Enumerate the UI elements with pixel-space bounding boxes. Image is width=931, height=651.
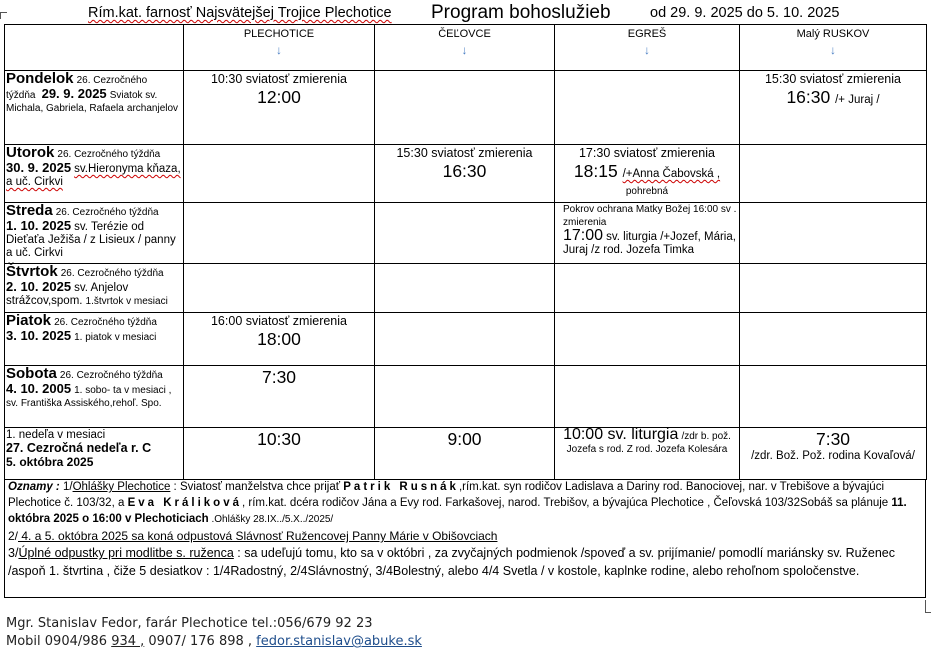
note-2: 2/ 4. a 5. októbra 2025 sa koná odpustová Slávnosť Ružencovej Panny Márie v Obišovciach: [8, 529, 498, 543]
empty-cell: [375, 366, 555, 428]
empty-cell: [555, 366, 740, 428]
event-tue-celovce: 15:30 sviatosť zmierenia 16:30: [375, 145, 555, 203]
corner-mark: [925, 600, 931, 613]
empty-cell: [555, 71, 740, 145]
col-header-egres: EGREŠ ↓: [555, 25, 740, 71]
note-3: 3/Úplné odpustky pri modlitbe s. ruženca : sa udeľujú tomu, kto sa v októbri , za zvyčajných podmienok /spoveď a sv. prijímanie/ pomodlí mariánsky sv. Ruženec /aspoň 1. štvrtina , čiže 5 desiatkov : 1/4Radostný, 2/4Slávnostný, 3/4Bolestný, alebo 4/4 Svetla / v kostole, kaplnke rodine, alebo rehoľnom spoločenstve.: [8, 546, 895, 578]
document-header: [0, 2, 931, 24]
pastor-line: Mgr. Stanislav Fedor, farár Plechotice tel.:056/679 92 23: [6, 616, 373, 631]
date-range: od 29. 9. 2025 do 5. 10. 2025: [650, 5, 840, 21]
contact-footer: [6, 615, 422, 651]
row-sunday: [5, 428, 927, 480]
empty-cell: [184, 145, 375, 203]
empty-cell: [740, 264, 927, 313]
empty-cell: [375, 313, 555, 366]
row-thursday: [5, 264, 927, 313]
arrow-down-icon: ↓: [644, 43, 650, 57]
empty-cell: [740, 366, 927, 428]
corner-cell: [5, 25, 184, 71]
event-sat-plechotice: 7:30: [184, 366, 375, 428]
event-fri-plechotice: 16:00 sviatosť zmierenia 18:00: [184, 313, 375, 366]
col-header-maly-ruskov: Malý RUSKOV ↓: [740, 25, 927, 71]
schedule-table: [4, 24, 927, 480]
empty-cell: [740, 203, 927, 264]
event-sun-ruskov: 7:30 /zdr. Bož. Pož. rodina Kovaľová/: [740, 428, 927, 480]
empty-cell: [375, 264, 555, 313]
day-cell-tuesday: Utorok 26. Cezročného týždňa 30. 9. 2025 sv.Hieronyma kňaza, a uč. Cirkvi: [5, 145, 184, 203]
col-header-plechotice: PLECHOTICE ↓: [184, 25, 375, 71]
header-row: [5, 25, 927, 71]
col-header-celovce: ČEĽOVCE ↓: [375, 25, 555, 71]
empty-cell: [555, 313, 740, 366]
empty-cell: [375, 203, 555, 264]
day-cell-friday: Piatok 26. Cezročného týždňa 3. 10. 2025 1. piatok v mesiaci: [5, 313, 184, 366]
note-1: Oznamy : 1/Ohlášky Plechotice : Sviatosť manželstva chce prijať Patrik Rusnák,rím.kat. syn rodičov Ladislava a Dariny rod. Banociovej, nar. v Trebišove a bývajúci Plechotice č. 103/32, a Eva Králiková, rím.kat. dcéra rodičov Jána a Evy rod. Farkašovej, narod. Trebišov, a bývajúca Plechotice , Čeľovská 103/32Sobáš sa plánuje 11. októbra 2025 o 16:00 v Plechoticiach .Ohlášky 28.IX../5.X../2025/: [8, 481, 907, 525]
event-sun-plechotice: 10:30: [184, 428, 375, 480]
empty-cell: [375, 71, 555, 145]
announcements: [4, 479, 926, 598]
event-sun-egres: 10:00 sv. liturgia /zdr b. pož. Jozefa s rod. Z rod. Jozefa Kolesára: [555, 428, 740, 480]
row-monday: [5, 71, 927, 145]
mobile-line: Mobil 0904/986 934 , 0907/ 176 898 , fedor.stanislav@abuke.sk: [6, 634, 422, 649]
day-cell-monday: Pondelok 26. Cezročného týždňa 29. 9. 2025 Sviatok sv. Michala, Gabriela, Rafaela archanjelov: [5, 71, 184, 145]
event-mon-ruskov: 15:30 sviatosť zmierenia 16:30 /+ Juraj /: [740, 71, 927, 145]
event-sun-celovce: 9:00: [375, 428, 555, 480]
empty-cell: [740, 145, 927, 203]
email-link[interactable]: fedor.stanislav@abuke.sk: [256, 634, 422, 649]
row-saturday: [5, 366, 927, 428]
day-cell-sunday: 1. nedeľa v mesiaci 27. Cezročná nedeľa r. C 5. októbra 2025: [5, 428, 184, 480]
arrow-down-icon: ↓: [830, 43, 836, 57]
parish-name: Rím.kat. farnosť Najsvätejšej Trojice Plechotice: [88, 5, 392, 21]
day-cell-wednesday: Streda 26. Cezročného týždňa 1. 10. 2025 sv. Terézie od Dieťaťa Ježiša / z Lisieux / panny a uč. Cirkvi: [5, 203, 184, 264]
day-cell-saturday: Sobota 26. Cezročného týždňa 4. 10. 2005 1. sobo- ta v mesiaci , sv. Františka Assiského,rehoľ. Spo.: [5, 366, 184, 428]
event-mon-plechotice: 10:30 sviatosť zmierenia 12:00: [184, 71, 375, 145]
arrow-down-icon: ↓: [276, 43, 282, 57]
event-tue-egres: 17:30 sviatosť zmierenia 18:15 /+Anna Čabovská , pohrebná: [555, 145, 740, 203]
empty-cell: [740, 313, 927, 366]
empty-cell: [184, 264, 375, 313]
row-tuesday: [5, 145, 927, 203]
corner-mark: [0, 12, 7, 19]
empty-cell: [555, 264, 740, 313]
row-wednesday: [5, 203, 927, 264]
day-cell-thursday: Štvrtok 26. Cezročného týždňa 2. 10. 2025 sv. Anjelov strážcov,spom. 1.štvrtok v mesiaci: [5, 264, 184, 313]
empty-cell: [184, 203, 375, 264]
event-wed-egres: Pokrov ochrana Matky Božej 16:00 sv . zmierenia 17:00 sv. liturgia /+Jozef, Mária, Juraj /z rod. Jozefa Timka: [555, 203, 740, 264]
program-title: Program bohoslužieb: [431, 2, 611, 23]
row-friday: [5, 313, 927, 366]
arrow-down-icon: ↓: [461, 43, 468, 57]
